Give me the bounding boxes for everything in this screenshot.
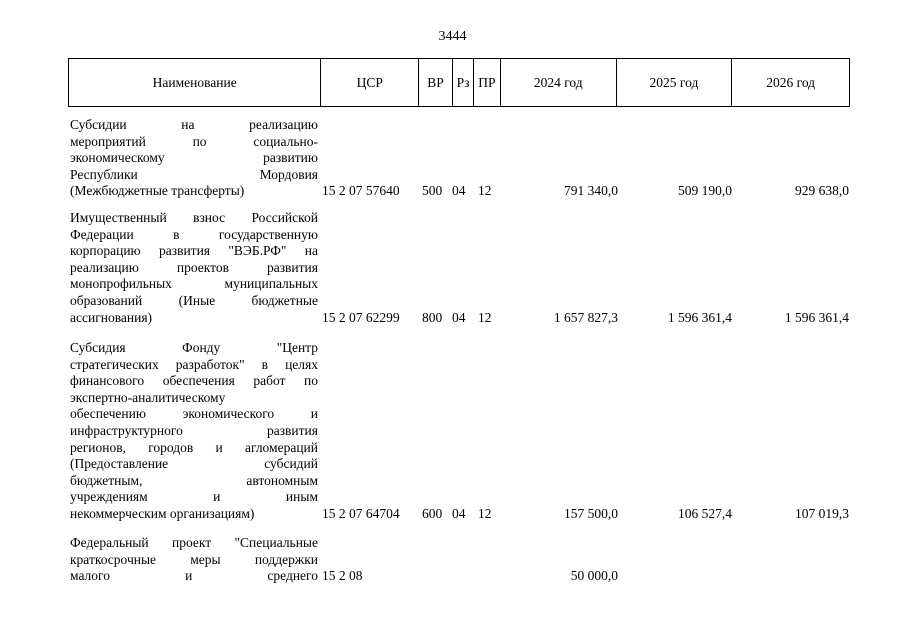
row-name-line: Субсидии на реализацию (70, 117, 318, 132)
row-name-line: (Межбюджетные трансферты) (70, 183, 245, 199)
row-vr: 500 (422, 183, 443, 199)
header-rz: Рз (452, 59, 473, 106)
header-2025: 2025 год (616, 59, 732, 106)
row-2024: 1 657 827,3 (553, 309, 618, 325)
row-name (70, 210, 318, 326)
row-pr: 12 (478, 183, 492, 199)
row-vr: 600 (422, 506, 443, 521)
row-2025: 509 190,0 (678, 183, 732, 199)
row-name-line: Федеральный проект "Специальные (70, 535, 318, 550)
row-pr: 12 (478, 506, 492, 521)
header-vr: ВР (418, 59, 452, 106)
row-name (70, 117, 318, 200)
row-name-line: некоммерческим организациям) (70, 505, 255, 521)
row-2024: 50 000,0 (570, 568, 618, 584)
row-name-line: стратегических разработок" в целях (70, 356, 318, 372)
row-name (70, 535, 318, 585)
row-name-line: бюджетным, автономным (70, 472, 318, 488)
row-name-line: обеспечению экономического и (70, 406, 318, 422)
row-csr: 15 2 07 57640 (322, 183, 400, 199)
row-name-line: (Предоставление субсидий (70, 456, 318, 472)
row-name-line: малого и среднего (70, 568, 318, 584)
table-header (68, 58, 850, 107)
row-rz: 04 (452, 506, 466, 521)
row-name (70, 340, 318, 523)
row-name-line: образований (Иные бюджетные (70, 292, 318, 308)
row-name-line: инфраструктурного развития (70, 422, 318, 438)
row-pr: 12 (478, 309, 492, 325)
row-2026: 929 638,0 (795, 183, 849, 199)
row-2025: 106 527,4 (678, 506, 732, 521)
row-name-line: корпорацию развития "ВЭБ.РФ" на (70, 243, 318, 259)
row-vr: 800 (422, 309, 443, 325)
row-name-line: краткосрочные меры поддержки (70, 551, 318, 567)
row-name-line: Субсидия Фонду "Центр (70, 340, 318, 355)
row-2025: 1 596 361,4 (667, 309, 732, 325)
row-csr: 15 2 07 64704 (322, 506, 400, 521)
row-2024: 791 340,0 (564, 183, 618, 199)
header-name: Наименование (152, 74, 237, 90)
header-2026: 2026 год (731, 59, 849, 106)
row-name-line: Федерации в государственную (70, 226, 318, 242)
row-rz: 04 (452, 183, 466, 199)
page-number: 3444 (438, 29, 467, 44)
header-2024: 2024 год (500, 59, 616, 106)
row-rz: 04 (452, 309, 466, 325)
row-name-line: учреждениям и иным (70, 489, 318, 505)
row-2024: 157 500,0 (564, 506, 618, 521)
row-name-line: Имущественный взнос Российской (70, 210, 318, 225)
row-csr: 15 2 07 62299 (322, 309, 400, 325)
row-name-line: экономическому развитию (70, 150, 318, 166)
header-pr: ПР (473, 59, 500, 106)
row-csr: 15 2 08 (322, 568, 363, 584)
row-name-line: регионов, городов и агломераций (70, 439, 318, 455)
row-name-line: экспертно-аналитическому (70, 389, 226, 405)
row-name-line: реализацию проектов развития (70, 259, 318, 275)
row-2026: 1 596 361,4 (784, 309, 849, 325)
row-name-line: монопрофильных муниципальных (70, 276, 318, 292)
row-name-line: финансового обеспечения работ по (70, 373, 318, 389)
header-csr: ЦСР (320, 59, 418, 106)
row-2026: 107 019,3 (795, 506, 849, 521)
row-name-line: ассигнования) (70, 309, 153, 325)
row-name-line: мероприятий по социально- (70, 133, 318, 149)
row-name-line: Республики Мордовия (70, 166, 318, 182)
